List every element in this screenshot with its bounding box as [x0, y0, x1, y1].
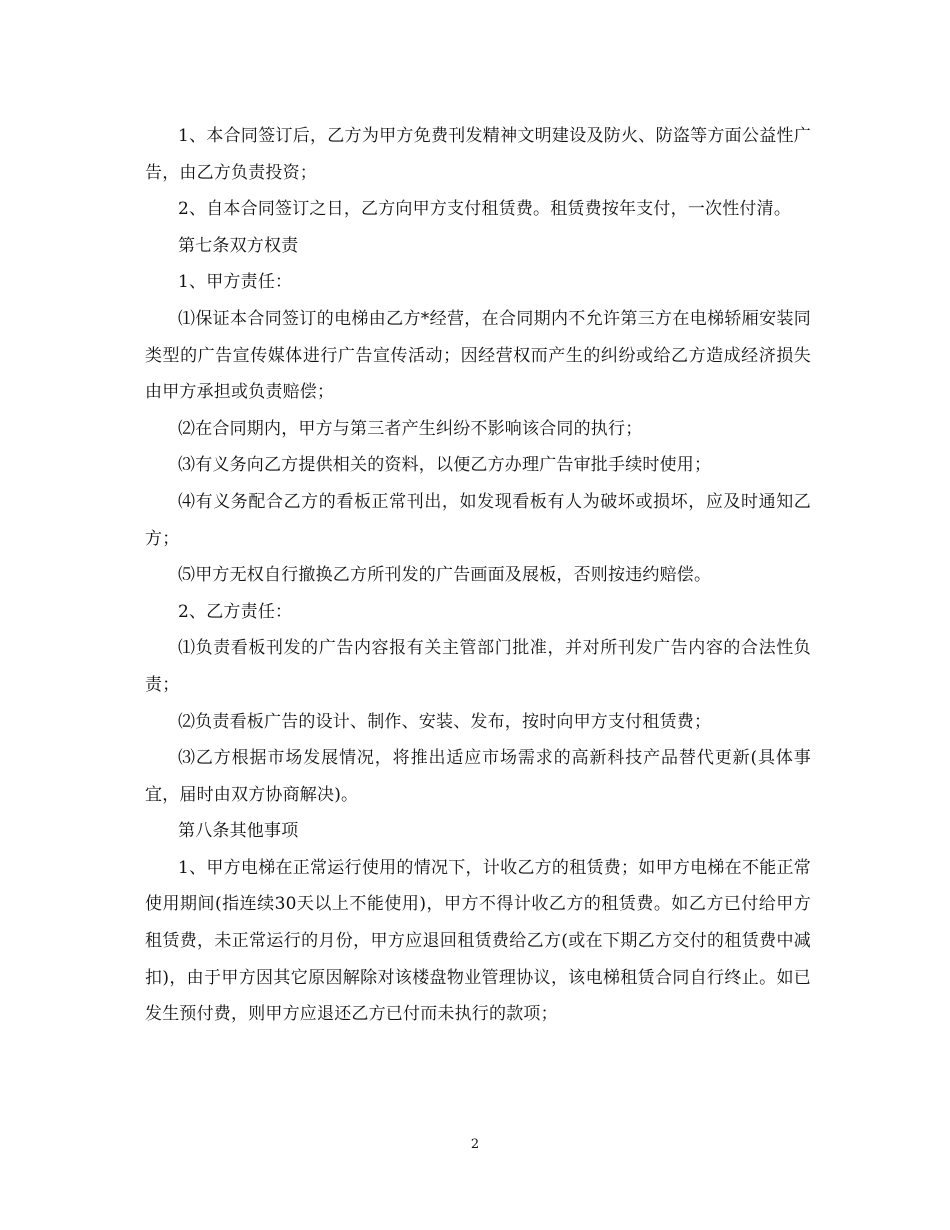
paragraph-party-b-item-2: ⑵负责看板广告的设计、制作、安装、发布，按时向甲方支付租赁费；	[178, 711, 712, 732]
paragraph-clause-2: 2、自本合同签订之日，乙方向甲方支付租赁费。租赁费按年支付，一次性付清。	[178, 199, 792, 220]
paragraph-party-a-item-2: ⑵在合同期内，甲方与第三者产生纠纷不影响该合同的执行；	[178, 418, 643, 439]
paragraph-party-a-item-4: ⑷有义务配合乙方的看板正常刊出，如发现看板有人为破坏或损坏，应及时通知乙方；	[145, 491, 811, 549]
section-heading-article-8: 第八条其他事项	[178, 821, 299, 842]
page-number: 2	[470, 1137, 480, 1152]
paragraph-other-matters-1: 1、甲方电梯在正常运行使用的情况下，计收乙方的租赁费；如甲方电梯在不能正常使用期间(指连续30天以上不能使用)，甲方不得计收乙方的租赁费。如乙方已付给甲方租赁费，未正常运行的月份，甲方应退回租赁费给乙方(或在下期乙方交付的租赁费中减扣)，由于甲方因其它原因解除对该楼盘物业管理协议，该电梯租赁合同自行终止。如已发生预付费，则甲方应退还乙方已付而未执行的款项；	[145, 857, 811, 1025]
paragraph-party-b-item-1: ⑴负责看板刊发的广告内容报有关主管部门批准，并对所刊发广告内容的合法性负责；	[145, 638, 811, 695]
paragraph-party-a-item-5: ⑸甲方无权自行撤换乙方所刊发的广告画面及展板，否则按违约赔偿。	[178, 565, 712, 586]
paragraph-clause-1: 1、本合同签订后，乙方为甲方免费刊发精神文明建设及防火、防盗等方面公益性广告，由乙方负责投资；	[145, 126, 811, 183]
document-body	[145, 118, 811, 1033]
subheading-party-b-duties: 2、乙方责任：	[178, 601, 293, 622]
subheading-party-a-duties: 1、甲方责任：	[178, 272, 293, 293]
paragraph-party-a-item-3: ⑶有义务向乙方提供相关的资料，以便乙方办理广告审批手续时使用；	[178, 455, 712, 476]
section-heading-article-7: 第七条双方权责	[178, 235, 299, 256]
paragraph-party-b-item-3: ⑶乙方根据市场发展情况，将推出适应市场需求的高新科技产品替代更新(具体事宜，届时由双方协商解决)。	[145, 748, 811, 805]
paragraph-party-a-item-1: ⑴保证本合同签订的电梯由乙方*经营，在合同期内不允许第三方在电梯轿厢安装同类型的广告宣传媒体进行广告宣传活动；因经营权而产生的纠纷或给乙方造成经济损失由甲方承担或负责赔偿；	[145, 308, 811, 403]
